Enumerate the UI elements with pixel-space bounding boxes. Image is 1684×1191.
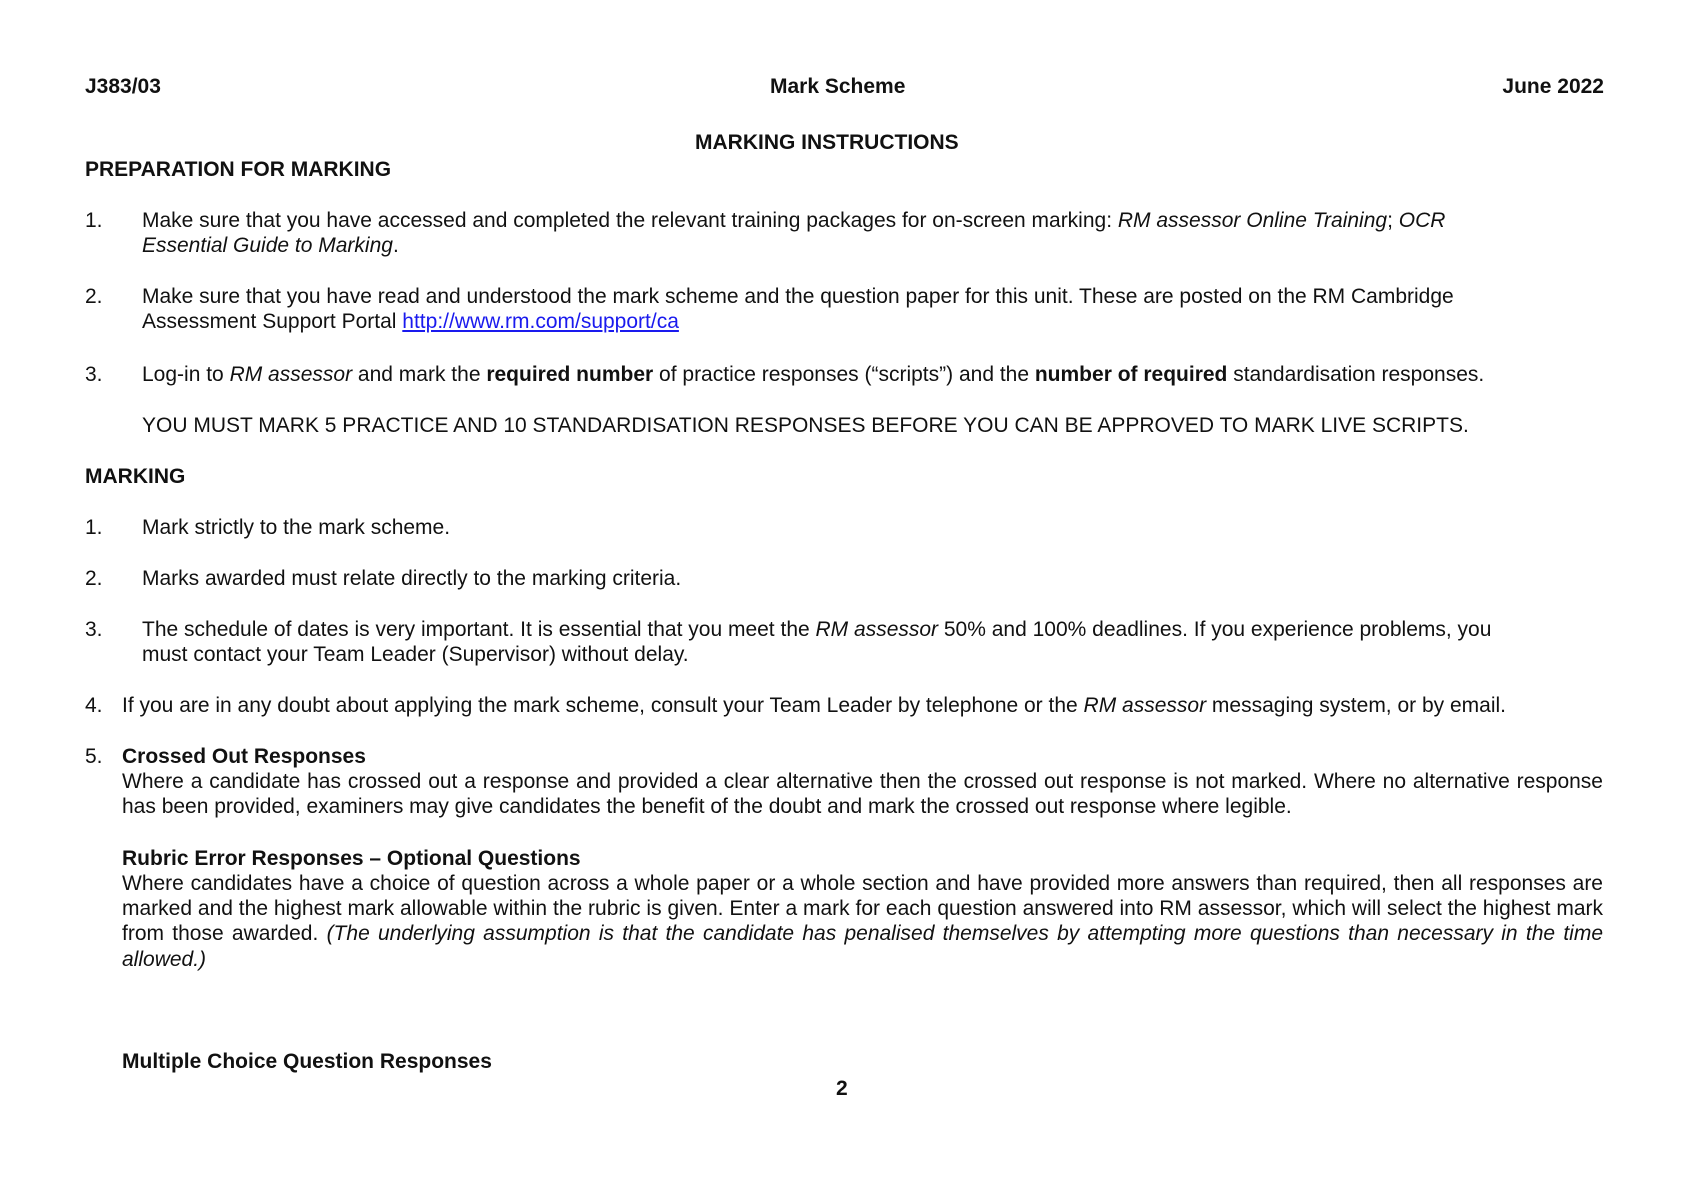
marking-item-2-text: Marks awarded must relate directly to the marking criteria. (142, 567, 682, 590)
marking-item-5-number: 5. (85, 745, 103, 768)
prep-item-2-text: Make sure that you have read and understood the mark scheme and the question paper for this unit. These are posted on the RM Cambridge Assessment Support Portal http://www.rm.com/support/ca (142, 285, 1454, 334)
crossed-out-heading: Crossed Out Responses (122, 745, 366, 768)
prep-item-2-number: 2. (85, 285, 103, 308)
rubric-error-text: Where candidates have a choice of question across a whole paper or a whole section and have provided more answers than required, then all responses are marked and the highest mark allowable within the rubric is given. Enter a mark for each question answered into RM assessor, which will select the highest mark from those awarded. (The underlying assumption is that the candidate has penalised themselves by attempting more questions than necessary in the time allowed.) (122, 872, 1603, 971)
prep-item-3-text: Log-in to RM assessor and mark the required number of practice responses (“scripts”) and the number of required standardisation responses. (142, 363, 1485, 386)
prep-note: YOU MUST MARK 5 PRACTICE AND 10 STANDARDISATION RESPONSES BEFORE YOU CAN BE APPROVED TO MARK LIVE SCRIPTS. (142, 414, 1469, 437)
mcq-heading: Multiple Choice Question Responses (122, 1050, 492, 1073)
marking-heading: MARKING (85, 465, 186, 488)
header-title: Mark Scheme (770, 75, 906, 98)
crossed-out-text: Where a candidate has crossed out a response and provided a clear alternative then the crossed out response is not marked. Where no alternative response has been provided, examiners may give candidates the benefit of the doubt and mark the crossed out response where legible. (122, 770, 1603, 819)
preparation-heading: PREPARATION FOR MARKING (85, 158, 392, 181)
prep-item-3-number: 3. (85, 363, 103, 386)
marking-item-4-text: If you are in any doubt about applying the mark scheme, consult your Team Leader by telephone or the RM assessor messaging system, or by email. (122, 694, 1507, 717)
marking-item-4-number: 4. (85, 694, 103, 717)
support-portal-link[interactable]: http://www.rm.com/support/ca (402, 310, 679, 334)
marking-item-1-text: Mark strictly to the mark scheme. (142, 516, 451, 539)
page-number: 2 (836, 1077, 848, 1100)
marking-item-3-text: The schedule of dates is very important. It is essential that you meet the RM assessor 50% and 100% deadlines. If you experience problems, you must contact your Team Leader (Supervisor) without delay. (142, 618, 1492, 667)
marking-item-3-number: 3. (85, 618, 103, 641)
rubric-error-heading: Rubric Error Responses – Optional Questions (122, 847, 581, 870)
prep-item-1-text: Make sure that you have accessed and completed the relevant training packages for on-screen marking: RM assessor Online Training; OCR Essential Guide to Marking. (142, 209, 1446, 258)
paper-code: J383/03 (85, 75, 161, 98)
marking-item-2-number: 2. (85, 567, 103, 590)
page-title: MARKING INSTRUCTIONS (695, 131, 959, 154)
header-date: June 2022 (1502, 75, 1604, 98)
marking-item-1-number: 1. (85, 516, 103, 539)
prep-item-1-number: 1. (85, 209, 103, 232)
